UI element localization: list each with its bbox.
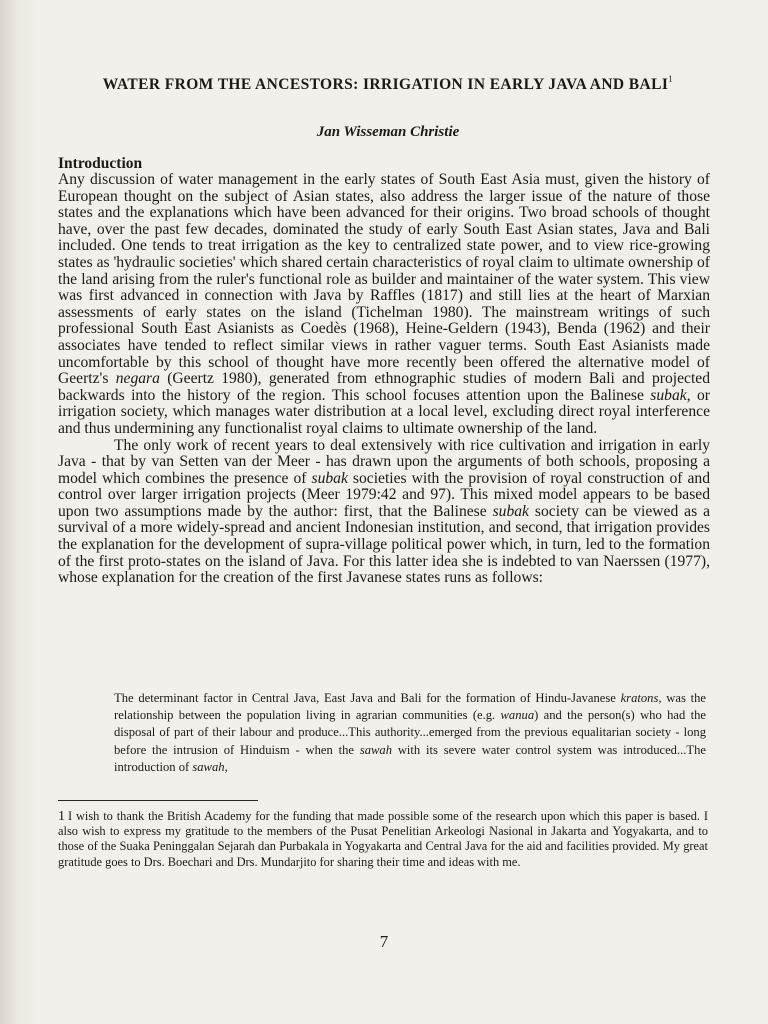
italic-term: negara xyxy=(115,370,160,388)
paragraph-1 xyxy=(58,172,710,438)
text-run: , xyxy=(224,759,228,774)
paper-title xyxy=(58,70,718,94)
italic-term: sawah xyxy=(192,759,225,774)
title-text: WATER FROM THE ANCESTORS: IRRIGATION IN EARLY JAVA AND BALI xyxy=(102,76,669,93)
italic-term: wanua xyxy=(500,708,535,723)
block-quote xyxy=(114,690,706,776)
text-run: Any discussion of water management in the early states of South East Asia must, given the history of European thought on the subject of Asian states, also address the larger issue of the nature of those states and the explanations which have been advanced for their origins. Two broad schools of thought have, over the past few decades, dominated the study of early South East Asian states, Java and Bali included. One tends to treat irrigation as the key to centralized state power, and to view rice-growing states as 'hydraulic societies' which shared certain characteristics of royal claim to ultimate ownership of the land arising from the ruler's functional role as builder and maintainer of the water system. This view was first advanced in connection with Java by Raffles (1817) and still lies at the heart of Marxian assessments of early states on the island (Tichelman 1980). The mainstream writings of such professional South East Asianists as Coedès (1968), Heine-Geldern (1943), Benda (1962) and their associates have tended to reflect similar views in rather vaguer terms. South East Asianists made uncomfortable by this school of thought have more recently been offered the alternative model of Geertz's xyxy=(58,171,710,388)
footnote-text: I wish to thank the British Academy for the funding that made possible some of the research upon which this paper is based. I also wish to express my gratitude to the members of the Pusat Penelitian Arkeologi Nasional in Jakarta and Yogyakarta, and to those of the Suaka Peninggalan Sejarah dan Purbakala in Yogyakarta and Central Java for the aid and facilities provided. My great gratitude goes to Drs. Boechari and Drs. Mundarjito for sharing their time and ideas with me. xyxy=(58,809,708,869)
page-number: 7 xyxy=(379,932,389,951)
text-run: , or irrigation society, which manages water distribution at a local level, excluding direct royal interference and thus undermining any functionalist royal claims to ultimate ownership of the land. xyxy=(58,386,710,437)
footnote-marker: 1 xyxy=(58,809,65,824)
italic-term: subak xyxy=(311,469,348,487)
text-run: , was the relationship between the population living in agrarian communities (e.g. xyxy=(114,691,706,723)
author-name: Jan Wisseman Christie xyxy=(316,124,460,140)
italic-term: subak xyxy=(492,502,529,520)
text-run: The determinant factor in Central Java, East Java and Bali for the formation of Hindu-Javanese xyxy=(114,691,621,705)
paragraph-2 xyxy=(58,438,710,587)
text-run: with its severe water control system was introduced...The introduction of xyxy=(114,742,706,774)
text-run: (Geertz 1980), generated from ethnographic studies of modern Bali and projected backwards into the history of the region. This school focuses attention upon the Balinese xyxy=(58,370,710,404)
text-run: ) and the person(s) who had the disposal of part of their labour and produce...This authority...emerged from the previous equalitarian society - long before the intrusion of Hinduism - when the xyxy=(114,708,706,757)
italic-term: subak xyxy=(650,386,687,404)
text-run: societies with the provision of royal construction of and control over larger irrigation projects (Meer 1979:42 and 97). This mixed model appears to be based upon two assumptions made by the author: first, that the Balinese xyxy=(58,469,710,520)
text-run: The only work of recent years to deal extensively with rice cultivation and irrigation in early Java - that by van Setten van der Meer - has drawn upon the arguments of both schools, proposing a model which combines the presence of xyxy=(58,436,710,487)
italic-term: kratons xyxy=(620,691,659,705)
italic-term: sawah xyxy=(359,742,393,757)
body-text xyxy=(58,172,710,587)
footnote xyxy=(58,809,708,870)
footnote-divider xyxy=(58,800,258,801)
section-heading: Introduction xyxy=(58,155,143,172)
title-footnote-marker: 1 xyxy=(668,74,674,84)
text-run: society can be viewed as a survival of a more widely-spread and ancient Indonesian institution, and second, that irrigation provides the explanation for the development of supra-village political power which, in turn, led to the formation of the first proto-states on the island of Java. For this latter idea she is indebted to van Naerssen (1977), whose explanation for the creation of the first Javanese states runs as follows: xyxy=(58,502,710,587)
